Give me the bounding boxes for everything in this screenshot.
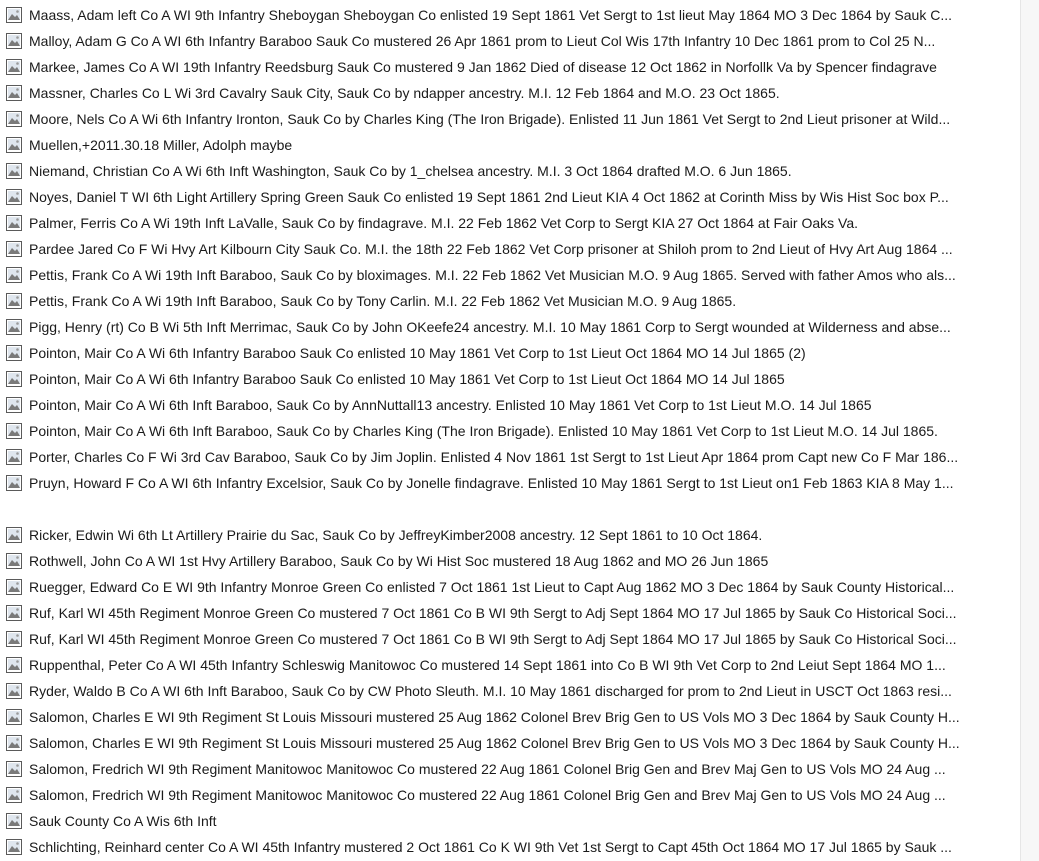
file-name: Malloy, Adam G Co A WI 6th Infantry Baraboo Sauk Co mustered 26 Apr 1861 prom to Lieut Col Wis 17th Infantry 10 Dec 1861 prom to Col 25 N... [29, 33, 936, 49]
file-row[interactable] [6, 28, 1006, 54]
file-name: Schlichting, Reinhard center Co A WI 45th Infantry mustered 2 Oct 1861 Co K WI 9th Vet 1st Sergt to Capt 45th Oct 1864 MO 17 Jul 1865 by Sauk ... [29, 839, 952, 855]
file-name: Salomon, Fredrich WI 9th Regiment Manitowoc Manitowoc Co mustered 22 Aug 1861 Colonel Brig Gen and Brev Maj Gen to US Vols MO 24 Aug ... [29, 761, 946, 777]
file-name: Pardee Jared Co F Wi Hvy Art Kilbourn City Sauk Co. M.I. the 18th 22 Feb 1862 Vet Corp prisoner at Shiloh prom to 2nd Lieut of Hvy Art Aug 1864 ... [29, 241, 953, 257]
file-row[interactable] [6, 730, 1006, 756]
image-file-icon [6, 371, 22, 387]
image-file-icon [6, 605, 22, 621]
file-name: Moore, Nels Co A Wi 6th Infantry Ironton, Sauk Co by Charles King (The Iron Brigade). Enlisted 11 Jun 1861 Vet Sergt to 2nd Lieut prisoner at Wild... [29, 111, 951, 127]
file-row[interactable] [6, 600, 1006, 626]
image-file-icon [6, 787, 22, 803]
file-name: Markee, James Co A WI 19th Infantry Reedsburg Sauk Co mustered 9 Jan 1862 Died of disease 12 Oct 1862 in Norfollk Va by Spencer findagrave [29, 59, 937, 75]
file-row[interactable] [6, 626, 1006, 652]
file-row[interactable] [6, 366, 1006, 392]
image-file-icon [6, 111, 22, 127]
file-name: Ruegger, Edward Co E WI 9th Infantry Monroe Green Co enlisted 7 Oct 1861 1st Lieut to Capt Aug 1862 MO 3 Dec 1864 by Sauk County Historical... [29, 579, 955, 595]
file-row[interactable] [6, 158, 1006, 184]
file-name: Ruf, Karl WI 45th Regiment Monroe Green Co mustered 7 Oct 1861 Co B WI 9th Sergt to Adj Sept 1864 MO 17 Jul 1865 by Sauk Co Historical Soci... [29, 631, 957, 647]
file-row[interactable] [6, 236, 1006, 262]
file-name: Ricker, Edwin Wi 6th Lt Artillery Prairie du Sac, Sauk Co by JeffreyKimber2008 ancestry. 12 Sept 1861 to 10 Oct 1864. [29, 527, 763, 543]
file-row[interactable] [6, 132, 1006, 158]
file-row[interactable] [6, 470, 1006, 496]
file-row[interactable] [6, 522, 1006, 548]
file-row[interactable] [6, 678, 1006, 704]
file-name: Pointon, Mair Co A Wi 6th Infantry Baraboo Sauk Co enlisted 10 May 1861 Vet Corp to 1st Lieut Oct 1864 MO 14 Jul 1865 [29, 371, 785, 387]
file-row[interactable] [6, 782, 1006, 808]
image-file-icon [6, 33, 22, 49]
vertical-scrollbar[interactable] [1020, 0, 1039, 861]
file-name: Niemand, Christian Co A Wi 6th Inft Washington, Sauk Co by 1_chelsea ancestry. M.I. 3 Oct 1864 drafted M.O. 6 Jun 1865. [29, 163, 792, 179]
file-row[interactable] [6, 2, 1006, 28]
file-row[interactable] [6, 548, 1006, 574]
file-name: Maass, Adam left Co A WI 9th Infantry Sheboygan Sheboygan Co enlisted 19 Sept 1861 Vet Sergt to 1st lieut May 1864 MO 3 Dec 1864 by Sauk C... [29, 7, 952, 23]
image-file-icon [6, 189, 22, 205]
file-row[interactable] [6, 652, 1006, 678]
file-name: Noyes, Daniel T WI 6th Light Artillery Spring Green Sauk Co enlisted 19 Sept 1861 2nd Lieut KIA 4 Oct 1862 at Corinth Miss by Wis Hist Soc box P... [29, 189, 949, 205]
image-file-icon [6, 527, 22, 543]
file-name: Pruyn, Howard F Co A WI 6th Infantry Excelsior, Sauk Co by Jonelle findagrave. Enlisted 10 May 1861 Sergt to 1st Lieut on1 Feb 1863 KIA 8 May 1... [29, 475, 954, 491]
image-file-icon [6, 839, 22, 855]
file-name: Pointon, Mair Co A Wi 6th Inft Baraboo, Sauk Co by Charles King (The Iron Brigade). Enlisted 10 May 1861 Vet Corp to 1st Lieut M.O. 14 Jul 1865. [29, 423, 938, 439]
file-row[interactable] [6, 574, 1006, 600]
image-file-icon [6, 7, 22, 23]
image-file-icon [6, 137, 22, 153]
file-row[interactable] [6, 184, 1006, 210]
image-file-icon [6, 683, 22, 699]
image-file-icon [6, 85, 22, 101]
file-row[interactable] [6, 756, 1006, 782]
image-file-icon [6, 267, 22, 283]
file-name: Sauk County Co A Wis 6th Inft [29, 813, 217, 829]
file-row[interactable] [6, 340, 1006, 366]
file-row[interactable] [6, 834, 1006, 860]
file-name: Rothwell, John Co A WI 1st Hvy Artillery Baraboo, Sauk Co by Wi Hist Soc mustered 18 Aug 1862 and MO 26 Jun 1865 [29, 553, 769, 569]
file-row[interactable] [6, 106, 1006, 132]
file-row[interactable] [6, 418, 1006, 444]
file-row[interactable] [6, 210, 1006, 236]
image-file-icon [6, 449, 22, 465]
image-file-icon [6, 553, 22, 569]
file-name: Muellen,+2011.30.18 Miller, Adolph maybe [29, 137, 293, 153]
image-file-icon [6, 709, 22, 725]
image-file-icon [6, 475, 22, 491]
file-name: Pigg, Henry (rt) Co B Wi 5th Inft Merrimac, Sauk Co by John OKeefe24 ancestry. M.I. 10 May 1861 Corp to Sergt wounded at Wilderness and abse... [29, 319, 951, 335]
file-row[interactable] [6, 808, 1006, 834]
file-row[interactable] [6, 288, 1006, 314]
image-file-icon [6, 397, 22, 413]
image-file-icon [6, 761, 22, 777]
image-file-icon [6, 631, 22, 647]
file-name: Salomon, Charles E WI 9th Regiment St Louis Missouri mustered 25 Aug 1862 Colonel Brev Brig Gen to US Vols MO 3 Dec 1864 by Sauk County H... [29, 735, 960, 751]
image-file-icon [6, 59, 22, 75]
image-file-icon [6, 215, 22, 231]
file-name: Salomon, Fredrich WI 9th Regiment Manitowoc Manitowoc Co mustered 22 Aug 1861 Colonel Brig Gen and Brev Maj Gen to US Vols MO 24 Aug ... [29, 787, 946, 803]
file-name: Pointon, Mair Co A Wi 6th Infantry Baraboo Sauk Co enlisted 10 May 1861 Vet Corp to 1st Lieut Oct 1864 MO 14 Jul 1865 (2) [29, 345, 806, 361]
image-file-icon [6, 579, 22, 595]
file-name: Pointon, Mair Co A Wi 6th Inft Baraboo, Sauk Co by AnnNuttall13 ancestry. Enlisted 10 May 1861 Vet Corp to 1st Lieut M.O. 14 Jul 1865 [29, 397, 872, 413]
image-file-icon [6, 735, 22, 751]
file-name: Pettis, Frank Co A Wi 19th Inft Baraboo, Sauk Co by Tony Carlin. M.I. 22 Feb 1862 Vet Musician M.O. 9 Aug 1865. [29, 293, 737, 309]
file-row[interactable] [6, 704, 1006, 730]
image-file-icon [6, 241, 22, 257]
file-name: Salomon, Charles E WI 9th Regiment St Louis Missouri mustered 25 Aug 1862 Colonel Brev Brig Gen to US Vols MO 3 Dec 1864 by Sauk County H... [29, 709, 960, 725]
file-name: Pettis, Frank Co A Wi 19th Inft Baraboo, Sauk Co by bloximages. M.I. 22 Feb 1862 Vet Musician M.O. 9 Aug 1865. Served with father Amos who als... [29, 267, 956, 283]
file-row[interactable] [6, 54, 1006, 80]
image-file-icon [6, 345, 22, 361]
file-row[interactable] [6, 314, 1006, 340]
image-file-icon [6, 813, 22, 829]
file-row[interactable] [6, 262, 1006, 288]
file-name: Ruppenthal, Peter Co A WI 45th Infantry Schleswig Manitowoc Co mustered 14 Sept 1861 into Co B WI 9th Vet Corp to 2nd Leiut Sept 1864 MO 1... [29, 657, 946, 673]
file-row[interactable] [6, 80, 1006, 106]
file-name: Ruf, Karl WI 45th Regiment Monroe Green Co mustered 7 Oct 1861 Co B WI 9th Sergt to Adj Sept 1864 MO 17 Jul 1865 by Sauk Co Historical Soci... [29, 605, 957, 621]
image-file-icon [6, 319, 22, 335]
image-file-icon [6, 657, 22, 673]
file-name: Palmer, Ferris Co A Wi 19th Inft LaValle, Sauk Co by findagrave. M.I. 22 Feb 1862 Vet Corp to Sergt KIA 27 Oct 1864 at Fair Oaks Va. [29, 215, 859, 231]
image-file-icon [6, 293, 22, 309]
image-file-icon [6, 163, 22, 179]
file-name: Ryder, Waldo B Co A WI 6th Inft Baraboo, Sauk Co by CW Photo Sleuth. M.I. 10 May 1861 discharged for prom to 2nd Lieut in USCT Oct 1863 resi... [29, 683, 952, 699]
file-name: Porter, Charles Co F Wi 3rd Cav Baraboo, Sauk Co by Jim Joplin. Enlisted 4 Nov 1861 1st Sergt to 1st Lieut Apr 1864 prom Capt new Co F Mar 186... [29, 449, 959, 465]
file-row[interactable] [6, 444, 1006, 470]
file-name: Massner, Charles Co L Wi 3rd Cavalry Sauk City, Sauk Co by ndapper ancestry. M.I. 12 Feb 1864 and M.O. 23 Oct 1865. [29, 85, 780, 101]
file-row[interactable] [6, 392, 1006, 418]
image-file-icon [6, 423, 22, 439]
